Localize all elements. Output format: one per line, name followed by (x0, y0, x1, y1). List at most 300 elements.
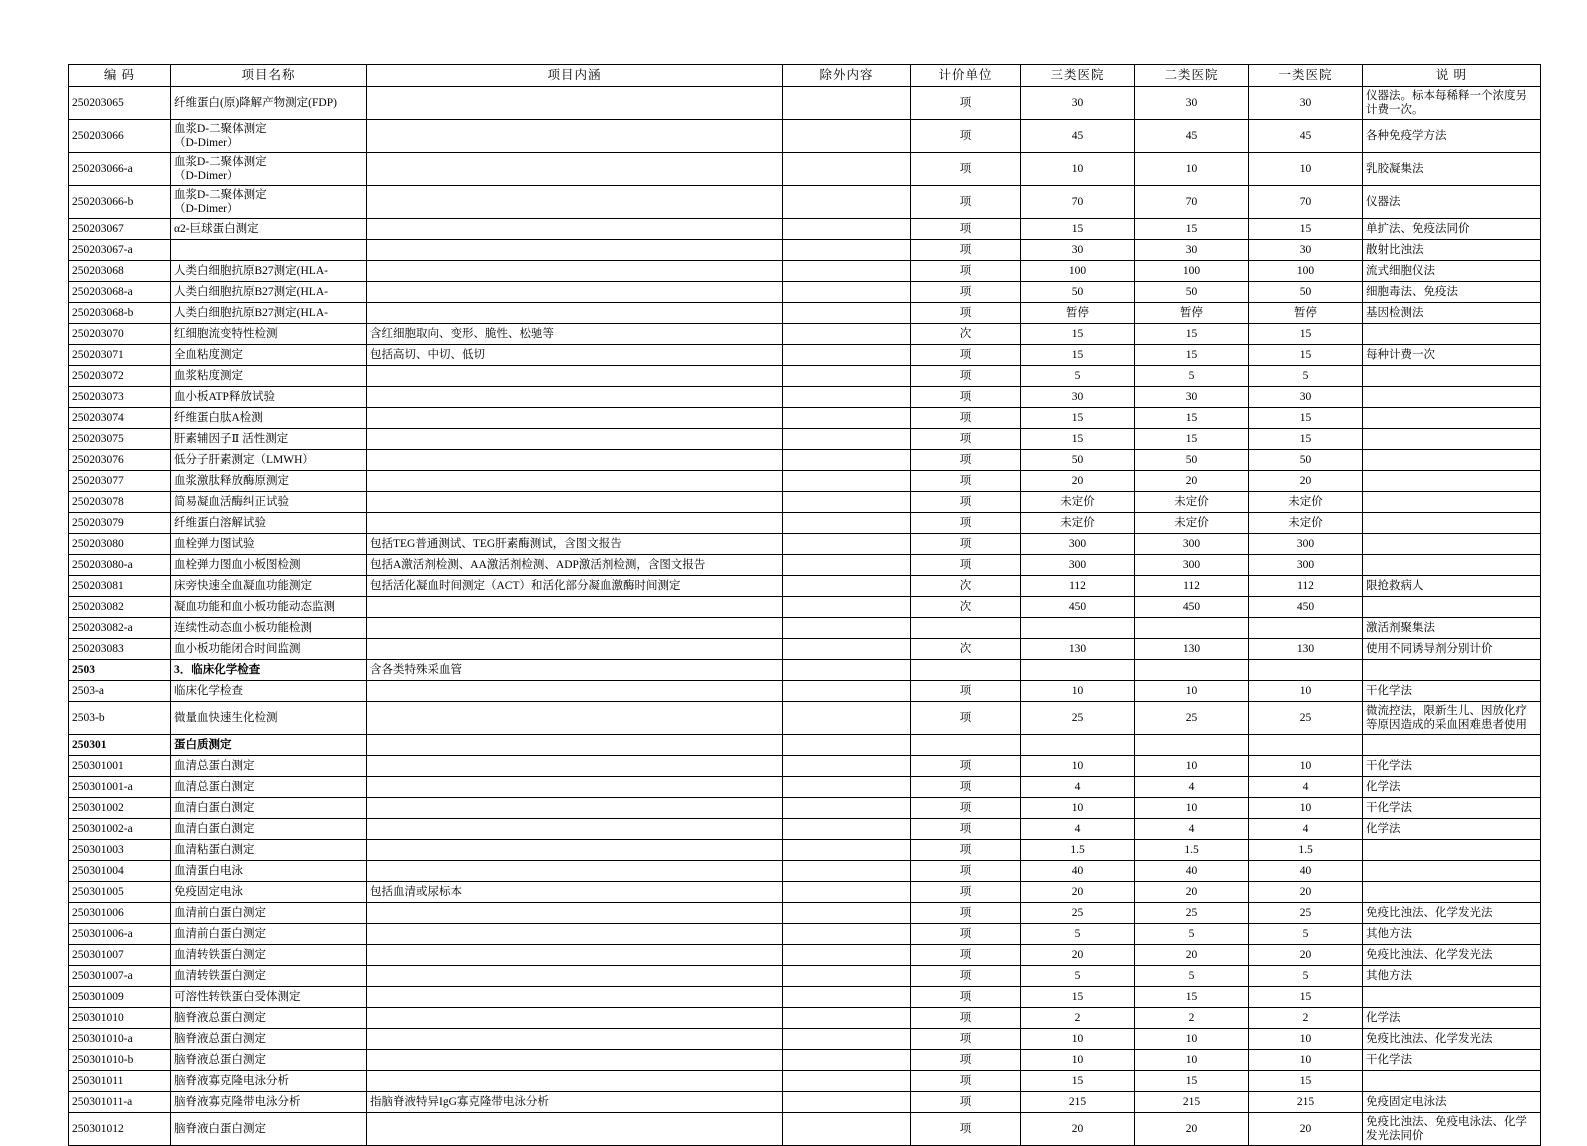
table-row (69, 153, 1541, 186)
row-note: 限抢救病人 (1363, 576, 1541, 597)
row-exclusions (783, 186, 911, 219)
row-item-name: 脑脊液白蛋白测定 (171, 1113, 367, 1146)
table-row (69, 945, 1541, 966)
header-unit: 计价单位 (911, 65, 1021, 87)
row-item-content (367, 903, 783, 924)
row-code: 250203074 (69, 408, 171, 429)
row-code: 250301010-a (69, 1029, 171, 1050)
row-note: 细胞毒法、免疫法 (1363, 282, 1541, 303)
row-price-tier3: 100 (1021, 261, 1135, 282)
row-item-name: 免疫固定电泳 (171, 882, 367, 903)
row-item-content (367, 702, 783, 735)
row-price-tier2: 50 (1135, 450, 1249, 471)
row-price-tier3: 215 (1021, 1092, 1135, 1113)
row-code: 250203068-a (69, 282, 171, 303)
row-item-content (367, 387, 783, 408)
row-item-name: 全血粘度测定 (171, 345, 367, 366)
row-note (1363, 408, 1541, 429)
row-price-tier3: 20 (1021, 945, 1135, 966)
row-price-tier3: 10 (1021, 681, 1135, 702)
row-price-tier1: 40 (1249, 861, 1363, 882)
row-note: 每种计费一次 (1363, 345, 1541, 366)
row-note: 干化学法 (1363, 681, 1541, 702)
row-price-tier3: 暂停 (1021, 303, 1135, 324)
row-note (1363, 597, 1541, 618)
row-note (1363, 987, 1541, 1008)
row-exclusions (783, 966, 911, 987)
row-item-content (367, 261, 783, 282)
row-note: 基因检测法 (1363, 303, 1541, 324)
row-code: 250301001 (69, 756, 171, 777)
row-note (1363, 882, 1541, 903)
row-exclusions (783, 1092, 911, 1113)
row-price-tier1: 10 (1249, 153, 1363, 186)
row-note (1363, 840, 1541, 861)
row-item-name: 脑脊液寡克隆带电泳分析 (171, 1092, 367, 1113)
row-item-content (367, 819, 783, 840)
row-note: 免疫比浊法、化学发光法 (1363, 903, 1541, 924)
row-unit: 项 (911, 882, 1021, 903)
row-code: 250203072 (69, 366, 171, 387)
row-price-tier2: 30 (1135, 387, 1249, 408)
row-price-tier3: 10 (1021, 756, 1135, 777)
row-exclusions (783, 618, 911, 639)
table-row (69, 492, 1541, 513)
row-price-tier1: 15 (1249, 987, 1363, 1008)
row-item-name: 血清前白蛋白测定 (171, 924, 367, 945)
row-price-tier1: 50 (1249, 282, 1363, 303)
row-price-tier1: 15 (1249, 324, 1363, 345)
row-exclusions (783, 840, 911, 861)
row-exclusions (783, 702, 911, 735)
row-code: 250301007-a (69, 966, 171, 987)
row-note (1363, 660, 1541, 681)
row-price-tier3: 4 (1021, 777, 1135, 798)
row-exclusions (783, 324, 911, 345)
row-price-tier1: 1.5 (1249, 840, 1363, 861)
row-exclusions (783, 861, 911, 882)
row-price-tier1: 2 (1249, 1008, 1363, 1029)
row-unit (911, 735, 1021, 756)
row-item-content: 含红细胞取向、变形、脆性、松驰等 (367, 324, 783, 345)
table-row (69, 861, 1541, 882)
row-code: 250301012 (69, 1113, 171, 1146)
row-code: 250203079 (69, 513, 171, 534)
row-item-name: 血清白蛋白测定 (171, 798, 367, 819)
row-unit: 次 (911, 576, 1021, 597)
table-row (69, 261, 1541, 282)
row-item-name: 红细胞流变特性检测 (171, 324, 367, 345)
row-unit: 项 (911, 1092, 1021, 1113)
row-price-tier2: 10 (1135, 681, 1249, 702)
header-tier2-hospital: 二类医院 (1135, 65, 1249, 87)
row-price-tier1: 45 (1249, 120, 1363, 153)
row-note (1363, 735, 1541, 756)
row-exclusions (783, 366, 911, 387)
row-code: 250203070 (69, 324, 171, 345)
table-row (69, 366, 1541, 387)
table-row (69, 1029, 1541, 1050)
row-exclusions (783, 513, 911, 534)
row-unit: 项 (911, 681, 1021, 702)
row-item-content (367, 153, 783, 186)
row-exclusions (783, 576, 911, 597)
row-unit: 项 (911, 702, 1021, 735)
row-unit: 项 (911, 87, 1021, 120)
row-item-name: 血清粘蛋白测定 (171, 840, 367, 861)
row-price-tier3: 15 (1021, 429, 1135, 450)
row-price-tier1: 15 (1249, 219, 1363, 240)
row-unit: 项 (911, 819, 1021, 840)
row-unit: 项 (911, 1008, 1021, 1029)
row-code: 250203066-b (69, 186, 171, 219)
row-unit: 项 (911, 1113, 1021, 1146)
row-item-content (367, 282, 783, 303)
row-price-tier1: 70 (1249, 186, 1363, 219)
row-price-tier1: 50 (1249, 450, 1363, 471)
table-row (69, 924, 1541, 945)
row-price-tier3: 15 (1021, 987, 1135, 1008)
row-price-tier3: 4 (1021, 819, 1135, 840)
row-item-name: 纤维蛋白溶解试验 (171, 513, 367, 534)
row-price-tier2 (1135, 660, 1249, 681)
table-row (69, 618, 1541, 639)
row-price-tier1: 15 (1249, 1071, 1363, 1092)
row-price-tier3: 2 (1021, 1008, 1135, 1029)
row-price-tier2: 40 (1135, 861, 1249, 882)
row-price-tier1: 4 (1249, 777, 1363, 798)
row-price-tier2: 50 (1135, 282, 1249, 303)
table-row (69, 987, 1541, 1008)
header-row (69, 65, 1541, 87)
row-price-tier3: 15 (1021, 345, 1135, 366)
row-unit: 项 (911, 513, 1021, 534)
row-exclusions (783, 924, 911, 945)
table-row (69, 219, 1541, 240)
row-unit: 项 (911, 945, 1021, 966)
row-item-name: 血清白蛋白测定 (171, 819, 367, 840)
table-row (69, 408, 1541, 429)
row-item-content (367, 186, 783, 219)
row-price-tier2: 暂停 (1135, 303, 1249, 324)
row-price-tier1: 25 (1249, 903, 1363, 924)
table-row (69, 660, 1541, 681)
row-unit: 项 (911, 777, 1021, 798)
table-row (69, 450, 1541, 471)
row-price-tier2: 20 (1135, 882, 1249, 903)
row-price-tier3 (1021, 735, 1135, 756)
row-unit: 项 (911, 153, 1021, 186)
row-item-content (367, 945, 783, 966)
row-note: 干化学法 (1363, 756, 1541, 777)
row-code: 250203065 (69, 87, 171, 120)
row-price-tier2: 20 (1135, 471, 1249, 492)
row-item-name: 人类白细胞抗原B27测定(HLA- (171, 282, 367, 303)
row-price-tier2: 10 (1135, 153, 1249, 186)
row-unit: 项 (911, 186, 1021, 219)
row-item-name: 人类白细胞抗原B27测定(HLA- (171, 303, 367, 324)
table-row (69, 240, 1541, 261)
row-price-tier2: 25 (1135, 702, 1249, 735)
row-unit: 项 (911, 450, 1021, 471)
table-row (69, 702, 1541, 735)
row-exclusions (783, 735, 911, 756)
row-item-name: 血清转铁蛋白测定 (171, 966, 367, 987)
row-note: 仪器法 (1363, 186, 1541, 219)
row-note: 化学法 (1363, 819, 1541, 840)
row-price-tier2: 5 (1135, 966, 1249, 987)
row-price-tier1: 10 (1249, 681, 1363, 702)
row-price-tier2: 15 (1135, 345, 1249, 366)
row-item-content: 包括高切、中切、低切 (367, 345, 783, 366)
row-unit: 项 (911, 429, 1021, 450)
row-code: 250301011-a (69, 1092, 171, 1113)
row-price-tier2: 450 (1135, 597, 1249, 618)
header-exclusions: 除外内容 (783, 65, 911, 87)
row-item-name (171, 240, 367, 261)
row-price-tier2: 10 (1135, 798, 1249, 819)
row-code: 250203082-a (69, 618, 171, 639)
row-price-tier3: 10 (1021, 1029, 1135, 1050)
row-item-content: 包括TEG普通测试、TEG肝素酶测试，含图文报告 (367, 534, 783, 555)
row-note: 激活剂聚集法 (1363, 618, 1541, 639)
table-row (69, 345, 1541, 366)
row-price-tier3: 15 (1021, 1071, 1135, 1092)
row-price-tier1: 112 (1249, 576, 1363, 597)
row-code: 2503-a (69, 681, 171, 702)
table-row (69, 387, 1541, 408)
row-code: 250301010-b (69, 1050, 171, 1071)
row-unit: 项 (911, 492, 1021, 513)
row-exclusions (783, 153, 911, 186)
table-row (69, 513, 1541, 534)
row-unit: 次 (911, 324, 1021, 345)
row-item-content (367, 924, 783, 945)
row-item-content (367, 756, 783, 777)
row-unit: 项 (911, 798, 1021, 819)
row-price-tier2: 300 (1135, 534, 1249, 555)
row-unit: 项 (911, 1050, 1021, 1071)
row-exclusions (783, 345, 911, 366)
row-exclusions (783, 987, 911, 1008)
row-price-tier1 (1249, 618, 1363, 639)
row-note (1363, 471, 1541, 492)
row-exclusions (783, 450, 911, 471)
row-item-name: 血浆激肽释放酶原测定 (171, 471, 367, 492)
row-price-tier1: 15 (1249, 429, 1363, 450)
row-item-content (367, 861, 783, 882)
row-item-name: α2-巨球蛋白测定 (171, 219, 367, 240)
table-row (69, 87, 1541, 120)
table-row (69, 1092, 1541, 1113)
row-code: 250301005 (69, 882, 171, 903)
row-price-tier3: 10 (1021, 153, 1135, 186)
row-item-content (367, 429, 783, 450)
row-price-tier1: 5 (1249, 924, 1363, 945)
row-unit: 项 (911, 555, 1021, 576)
row-note: 微流控法，限新生儿、因放化疗等原因造成的采血困难患者使用 (1363, 702, 1541, 735)
row-exclusions (783, 87, 911, 120)
row-note: 各种免疫学方法 (1363, 120, 1541, 153)
table-body (69, 87, 1541, 1146)
row-item-name: 血清转铁蛋白测定 (171, 945, 367, 966)
row-price-tier3: 25 (1021, 903, 1135, 924)
row-item-name: 可溶性转铁蛋白受体测定 (171, 987, 367, 1008)
row-exclusions (783, 1029, 911, 1050)
row-item-name: 简易凝血活酶纠正试验 (171, 492, 367, 513)
row-code: 250301010 (69, 1008, 171, 1029)
row-item-content (367, 618, 783, 639)
row-note: 化学法 (1363, 1008, 1541, 1029)
row-unit: 项 (911, 756, 1021, 777)
row-item-name: 血栓弹力图试验 (171, 534, 367, 555)
row-price-tier3 (1021, 660, 1135, 681)
row-unit (911, 660, 1021, 681)
row-price-tier3: 30 (1021, 387, 1135, 408)
row-code: 250203082 (69, 597, 171, 618)
row-price-tier1: 300 (1249, 555, 1363, 576)
row-price-tier1: 20 (1249, 945, 1363, 966)
row-item-name: 血浆粘度测定 (171, 366, 367, 387)
header-item-name: 项目名称 (171, 65, 367, 87)
row-exclusions (783, 408, 911, 429)
row-note (1363, 1071, 1541, 1092)
row-price-tier3: 15 (1021, 408, 1135, 429)
row-code: 250203076 (69, 450, 171, 471)
table-row (69, 576, 1541, 597)
row-price-tier2: 1.5 (1135, 840, 1249, 861)
row-unit: 项 (911, 966, 1021, 987)
row-item-content: 指脑脊液特异IgG寡克隆带电泳分析 (367, 1092, 783, 1113)
table-row (69, 735, 1541, 756)
table-header (69, 65, 1541, 87)
row-unit: 项 (911, 534, 1021, 555)
row-item-content (367, 471, 783, 492)
row-item-name: 临床化学检查 (171, 681, 367, 702)
row-exclusions (783, 819, 911, 840)
row-item-content (367, 798, 783, 819)
row-item-content (367, 597, 783, 618)
row-exclusions (783, 303, 911, 324)
row-note (1363, 387, 1541, 408)
row-price-tier2: 5 (1135, 366, 1249, 387)
row-item-name: 低分子肝素测定（LMWH） (171, 450, 367, 471)
row-item-content (367, 639, 783, 660)
row-exclusions (783, 1113, 911, 1146)
row-code: 250301 (69, 735, 171, 756)
row-price-tier2: 30 (1135, 240, 1249, 261)
row-unit: 项 (911, 1071, 1021, 1092)
row-unit: 项 (911, 987, 1021, 1008)
row-note (1363, 513, 1541, 534)
row-unit: 项 (911, 120, 1021, 153)
row-exclusions (783, 555, 911, 576)
row-item-content (367, 735, 783, 756)
row-note: 免疫比浊法、免疫电泳法、化学发光法同价 (1363, 1113, 1541, 1146)
row-price-tier3: 20 (1021, 882, 1135, 903)
row-item-content: 包括活化凝血时间测定（ACT）和活化部分凝血激酶时间测定 (367, 576, 783, 597)
row-item-name: 血清前白蛋白测定 (171, 903, 367, 924)
row-price-tier1 (1249, 660, 1363, 681)
row-note: 单扩法、免疫法同价 (1363, 219, 1541, 240)
row-item-name: 脑脊液总蛋白测定 (171, 1008, 367, 1029)
row-item-content (367, 1029, 783, 1050)
row-exclusions (783, 282, 911, 303)
row-unit: 项 (911, 840, 1021, 861)
row-price-tier2: 2 (1135, 1008, 1249, 1029)
row-code: 250301011 (69, 1071, 171, 1092)
row-unit: 项 (911, 261, 1021, 282)
row-unit: 项 (911, 366, 1021, 387)
row-exclusions (783, 240, 911, 261)
row-price-tier1: 未定价 (1249, 492, 1363, 513)
row-note (1363, 366, 1541, 387)
row-note: 免疫比浊法、化学发光法 (1363, 945, 1541, 966)
row-item-name: 脑脊液总蛋白测定 (171, 1050, 367, 1071)
row-price-tier2: 20 (1135, 1113, 1249, 1146)
row-code: 250301004 (69, 861, 171, 882)
row-price-tier1: 未定价 (1249, 513, 1363, 534)
row-item-content: 含各类特殊采血管 (367, 660, 783, 681)
row-item-content (367, 492, 783, 513)
row-item-name: 人类白细胞抗原B27测定(HLA- (171, 261, 367, 282)
row-price-tier1 (1249, 735, 1363, 756)
row-price-tier3 (1021, 618, 1135, 639)
row-unit: 项 (911, 408, 1021, 429)
row-note (1363, 450, 1541, 471)
row-price-tier2: 20 (1135, 945, 1249, 966)
row-item-name: 血小板功能闭合时间监测 (171, 639, 367, 660)
row-price-tier1: 10 (1249, 756, 1363, 777)
row-item-name: 蛋白质测定 (171, 735, 367, 756)
row-price-tier3: 20 (1021, 1113, 1135, 1146)
row-price-tier2: 215 (1135, 1092, 1249, 1113)
row-exclusions (783, 534, 911, 555)
row-price-tier3: 40 (1021, 861, 1135, 882)
row-item-name: 血浆D-二聚体测定 （D-Dimer） (171, 153, 367, 186)
row-item-content (367, 120, 783, 153)
header-notes: 说 明 (1363, 65, 1541, 87)
row-exclusions (783, 387, 911, 408)
row-price-tier1: 20 (1249, 471, 1363, 492)
row-price-tier3: 未定价 (1021, 492, 1135, 513)
row-price-tier1: 215 (1249, 1092, 1363, 1113)
table-row (69, 1008, 1541, 1029)
row-item-name: 纤维蛋白肽A检测 (171, 408, 367, 429)
row-unit: 次 (911, 597, 1021, 618)
row-price-tier3: 未定价 (1021, 513, 1135, 534)
row-price-tier3: 50 (1021, 282, 1135, 303)
row-item-content (367, 1071, 783, 1092)
row-item-content (367, 513, 783, 534)
table-row (69, 1113, 1541, 1146)
table-row (69, 282, 1541, 303)
row-price-tier2 (1135, 735, 1249, 756)
table-row (69, 303, 1541, 324)
row-code: 250203075 (69, 429, 171, 450)
row-price-tier3: 300 (1021, 555, 1135, 576)
row-item-content (367, 450, 783, 471)
row-item-content (367, 966, 783, 987)
row-price-tier1: 4 (1249, 819, 1363, 840)
row-item-content (367, 1050, 783, 1071)
row-price-tier1: 30 (1249, 240, 1363, 261)
row-price-tier1: 5 (1249, 966, 1363, 987)
row-code: 250203080 (69, 534, 171, 555)
row-price-tier2: 未定价 (1135, 513, 1249, 534)
row-price-tier2: 15 (1135, 429, 1249, 450)
row-item-name: 血清蛋白电泳 (171, 861, 367, 882)
